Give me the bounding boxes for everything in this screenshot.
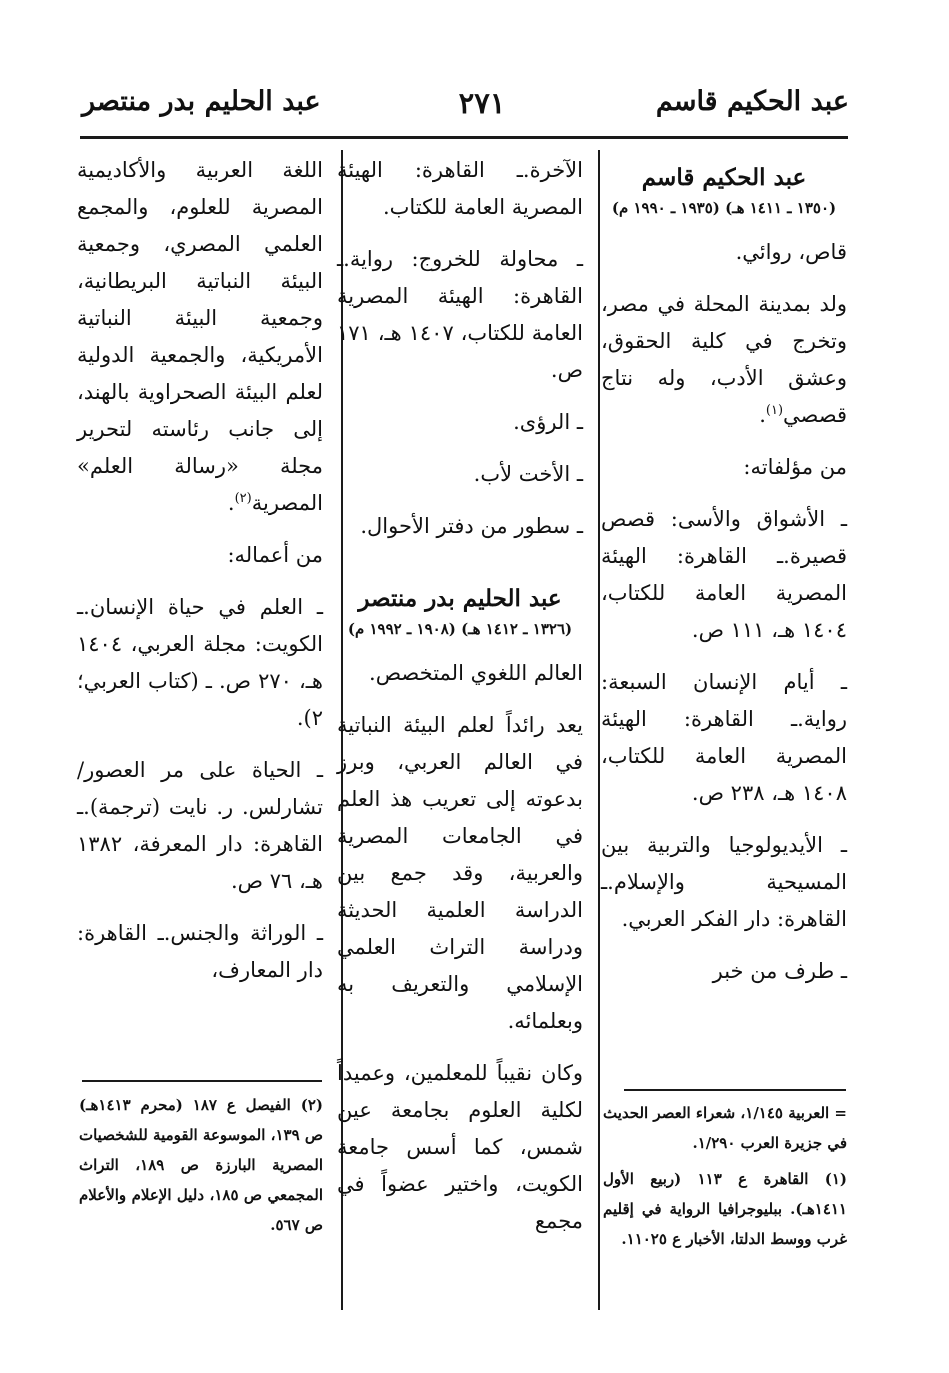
work-item: ـ الأشواق والأسى: قصص قصيرة.ـ القاهرة: الهيئة المصرية العامة للكتاب، ١٤٠٤ هـ، ١١١ ص. [601, 507, 847, 642]
work-item: ـ طرف من خبر [712, 959, 847, 983]
page-number: ٢٧١ [458, 86, 506, 120]
footnote-marker: (٢) [234, 491, 252, 506]
bio-end: . [227, 491, 235, 515]
entry-role: قاص، روائي. [735, 240, 847, 264]
work-item: ـ سطور من دفتر الأحوال. [360, 514, 583, 538]
footnote: (١) القاهرة ع ١١٣ (ربيع الأول ١٤١١هـ). ببليوجرافيا الرواية في إقليم غرب ووسط الدلتا، الأخبار ع ١١٠٢٥. [603, 1170, 848, 1248]
footnotes-column-3 [79, 1090, 323, 1246]
work-item: ـ الأخت لأب. [473, 462, 583, 486]
footnote-marker: (١) [765, 403, 784, 418]
entry-role: العالم اللغوي المتخصص. [369, 661, 583, 685]
entry-bio: يعد رائداً لعلم البيئة النباتية في العالم العربي، وبرز بدعوته إلى تعريب هذ العلم في الجامعات المصرية والعربية، وقد جمع بين الدراسة العلمية الحديثة ودراسة التراث العلمي الإسلامي والتعريف به وبعلمائه. [337, 713, 583, 1033]
header-rule [80, 136, 848, 139]
footnote-rule-3 [82, 1080, 322, 1082]
work-item: ـ العلم في حياة الإنسان.ـ الكويت: مجلة العربي، ١٤٠٤ هـ، ٢٧٠ ص. ـ (كتاب العربي؛ ٢). [77, 595, 323, 730]
entry-dates: (١٣٥٠ ـ ١٤١١ هـ) (١٩٣٥ ـ ١٩٩٠ م) [611, 199, 837, 217]
column-2 [337, 152, 583, 1255]
entry-title: عبد الحكيم قاسم [641, 164, 807, 191]
entry-bio [77, 152, 323, 522]
bio-text: اللغة العربية والأكاديمية المصرية للعلوم، والمجمع العلمي المصري، وجمعية البيئة النباتية البريطانية، وجمعية البيئة النباتية الأمريكية، والجمعية الدولية لعلم البيئة الصحراوية بالهند، إلى جانب رئاسته لتحرير مجلة «رسالة العلم» المصرية [77, 158, 323, 515]
work-item: ـ الوراثة والجنس.ـ القاهرة: دار المعارف، [77, 921, 323, 982]
work-item: ـ الرؤى. [513, 410, 583, 434]
entry-title: عبد الحليم بدر منتصر [358, 585, 562, 612]
column-3 [77, 152, 323, 1004]
work-item: ـ الحياة على مر العصور/ تشارلس. ر. نايت (ترجمة).ـ القاهرة: دار المعرفة، ١٣٨٢ هـ، ٧٦ ص. [77, 758, 323, 893]
footnote: = العربية ١/١٤٥، شعراء العصر الحديث في جزيرة العرب ١/٢٩٠. [603, 1104, 847, 1152]
entry-dates: (١٣٢٦ ـ ١٤١٢ هـ) (١٩٠٨ ـ ١٩٩٢ م) [347, 620, 573, 638]
works-heading: من مؤلفاته: [743, 455, 847, 479]
running-head-right: عبد الحكيم قاسم [655, 86, 849, 117]
work-item: الآخرة.ـ القاهرة: الهيئة المصرية العامة للكتاب. [337, 158, 583, 219]
running-head-left: عبد الحليم بدر منتصر [82, 86, 321, 117]
footnotes-column-1 [603, 1098, 847, 1260]
bio-text: ولد بمدينة المحلة في مصر، وتخرج في كلية الحقوق، وعشق الأدب، وله نتاج قصصي [601, 292, 847, 427]
work-item: ـ محاولة للخروج: رواية.ـ القاهرة: الهيئة المصرية العامة للكتاب، ١٤٠٧ هـ، ١٧١ ص. [337, 247, 583, 382]
bio-end: . [759, 403, 766, 427]
footnote-rule-1 [624, 1089, 846, 1091]
entry-bio [601, 286, 847, 434]
work-item: ـ أيام الإنسان السبعة: رواية.ـ القاهرة: الهيئة المصرية العامة للكتاب، ١٤٠٨ هـ، ٢٣٨ ص. [601, 670, 847, 805]
works-heading: من أعماله: [227, 543, 323, 567]
work-item: ـ الأيديولوجيا والتربية بين المسيحية والإسلام.ـ القاهرة: دار الفكر العربي. [601, 833, 847, 931]
column-divider-1 [598, 150, 600, 1310]
column-1 [601, 152, 847, 1005]
entry-bio: وكان نقيباً للمعلمين، وعميداً لكلية العلوم بجامعة عين شمس، كما أسس جامعة الكويت، واختير عضواً في مجمع [337, 1061, 583, 1233]
footnote: (٢) الفيصل ع ١٨٧ (محرم ١٤١٣هـ) ص ١٣٩، الموسوعة القومية للشخصيات المصرية البارزة ص ١٨٩، التراث المجمعي ص ١٨٥، دليل الإعلام والأعلام ص ٥٦٧. [78, 1096, 323, 1234]
